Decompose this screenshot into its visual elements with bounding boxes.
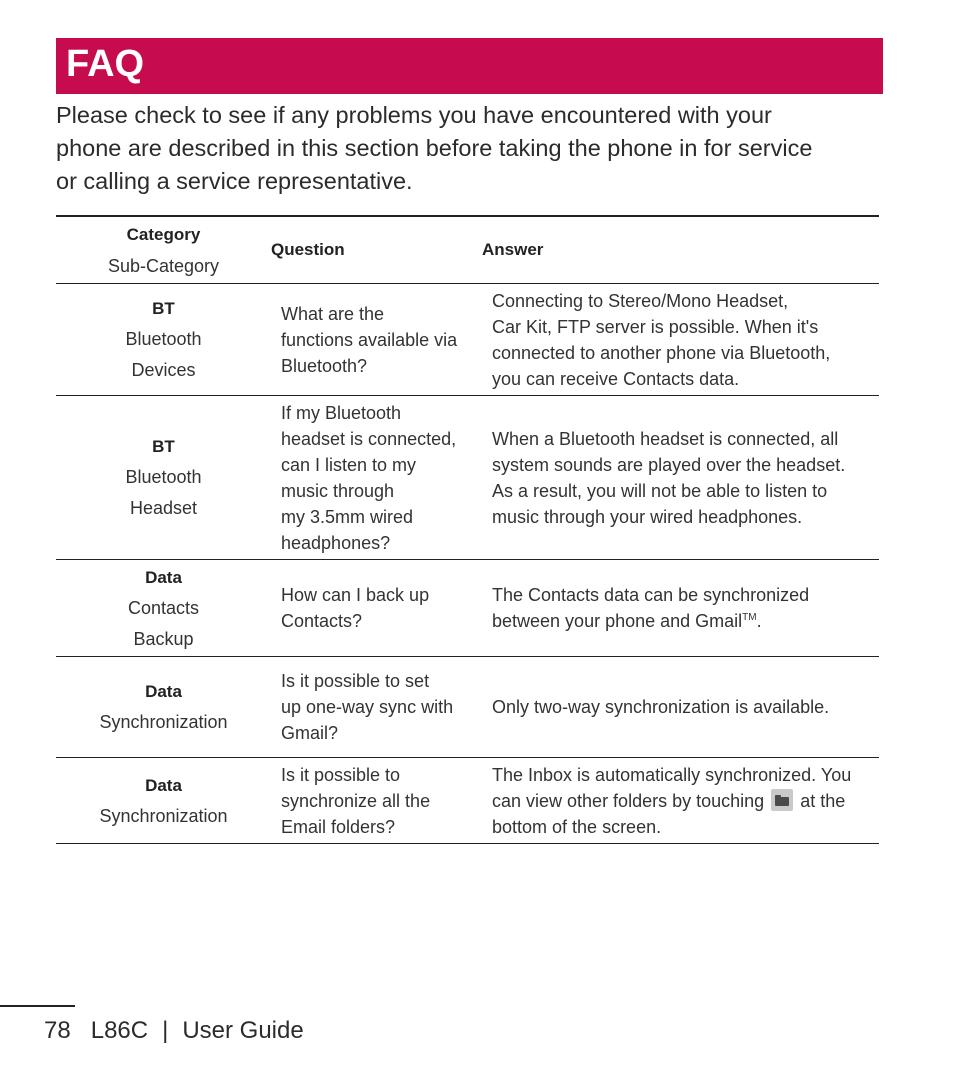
- question-cell: [271, 284, 482, 396]
- answer-line: you can receive Contacts data.: [492, 368, 740, 389]
- header-question: Question: [271, 240, 345, 259]
- answer-line: connected to another phone via Bluetooth,: [492, 342, 831, 363]
- answer-line: The Contacts data can be synchronized: [492, 585, 810, 605]
- answer-cell: [482, 758, 879, 844]
- question-line: my 3.5mm wired: [281, 506, 414, 527]
- question-line: Is it possible to set: [281, 671, 430, 691]
- answer-line: The Inbox is automatically synchronized. You: [492, 764, 852, 785]
- page-title: FAQ: [66, 43, 145, 85]
- answer-text: can view other folders by touching: [492, 790, 765, 811]
- folder-icon: [771, 789, 793, 811]
- table-row: [56, 284, 879, 396]
- question-line: Bluetooth?: [281, 355, 368, 376]
- question-cell: [271, 758, 482, 844]
- category-cell: [56, 284, 271, 396]
- table-row: [56, 758, 879, 844]
- question-line: can I listen to my: [281, 454, 417, 475]
- question-cell: [271, 560, 482, 657]
- answer-text: between your phone and Gmail: [492, 611, 743, 631]
- answer-cell: [482, 560, 879, 657]
- header-subcategory-label: Sub-Category: [107, 256, 220, 276]
- subcategory-label: Bluetooth: [125, 329, 202, 349]
- title-bar: [56, 38, 883, 94]
- answer-cell: [482, 657, 879, 758]
- table-row: [56, 396, 879, 560]
- category-label: Data: [145, 775, 182, 795]
- answer-line: Only two-way synchronization is available.: [492, 697, 830, 717]
- subcategory-label: Devices: [131, 360, 196, 380]
- category-cell: [56, 758, 271, 844]
- category-label: Data: [145, 682, 182, 701]
- intro-line: Please check to see if any problems you have encountered with your: [56, 102, 772, 128]
- question-line: Is it possible to: [281, 764, 401, 785]
- footer-rule: [0, 1005, 75, 1007]
- category-label: Data: [145, 567, 182, 587]
- answer-line: [492, 608, 873, 634]
- page-number: 78: [44, 1017, 71, 1044]
- table-row: [56, 560, 879, 657]
- answer-line: [492, 788, 873, 814]
- answer-cell: [482, 396, 879, 560]
- intro-line: or calling a service representative.: [56, 168, 413, 194]
- question-line: If my Bluetooth: [281, 402, 402, 423]
- subcategory-label: Synchronization: [99, 805, 228, 826]
- question-line: up one-way sync with: [281, 697, 454, 717]
- question-line: How can I back up: [281, 585, 430, 605]
- question-line: Contacts?: [281, 611, 363, 631]
- answer-line: bottom of the screen.: [492, 816, 662, 837]
- table-row: [56, 657, 879, 758]
- header-category-label: Category: [126, 225, 201, 244]
- question-line: Email folders?: [281, 816, 396, 837]
- answer-line: Connecting to Stereo/Mono Headset,: [492, 290, 789, 311]
- answer-cell: [482, 284, 879, 396]
- subcategory-label: Headset: [129, 498, 198, 518]
- answer-text: at the: [800, 790, 846, 811]
- question-line: headphones?: [281, 532, 391, 553]
- footer-separator: |: [162, 1017, 169, 1044]
- question-cell: [271, 396, 482, 560]
- trademark-mark: TM: [742, 612, 757, 623]
- subcategory-label: Contacts: [127, 597, 200, 618]
- question-line: music through: [281, 480, 395, 501]
- category-label: BT: [152, 299, 175, 318]
- guide-title: User Guide: [182, 1017, 304, 1044]
- question-line: functions available via: [281, 329, 458, 350]
- header-category: [56, 216, 271, 284]
- category-cell: [56, 560, 271, 657]
- answer-line: Car Kit, FTP server is possible. When it's: [492, 316, 819, 337]
- question-cell: [271, 657, 482, 758]
- question-line: headset is connected,: [281, 428, 457, 449]
- answer-period: .: [756, 611, 762, 631]
- faq-table: [56, 215, 879, 844]
- question-line: synchronize all the: [281, 790, 431, 811]
- category-cell: [56, 657, 271, 758]
- answer-line: music through your wired headphones.: [492, 506, 803, 527]
- intro-paragraph: [56, 99, 886, 198]
- question-line: Gmail?: [281, 723, 339, 743]
- header-answer: Answer: [482, 240, 544, 259]
- category-cell: [56, 396, 271, 560]
- category-label: BT: [152, 437, 175, 456]
- answer-line: system sounds are played over the headset.: [492, 454, 846, 475]
- page-footer: [44, 1014, 304, 1048]
- answer-line: When a Bluetooth headset is connected, all: [492, 428, 839, 449]
- table-header-row: [56, 216, 879, 284]
- subcategory-label: Backup: [133, 628, 194, 649]
- intro-line: phone are described in this section before taking the phone in for service: [56, 135, 813, 161]
- question-line: What are the: [281, 303, 385, 324]
- answer-line: As a result, you will not be able to listen to: [492, 480, 828, 501]
- subcategory-label: Synchronization: [99, 712, 228, 732]
- model-name: L86C: [90, 1017, 149, 1044]
- subcategory-label: Bluetooth: [125, 467, 202, 487]
